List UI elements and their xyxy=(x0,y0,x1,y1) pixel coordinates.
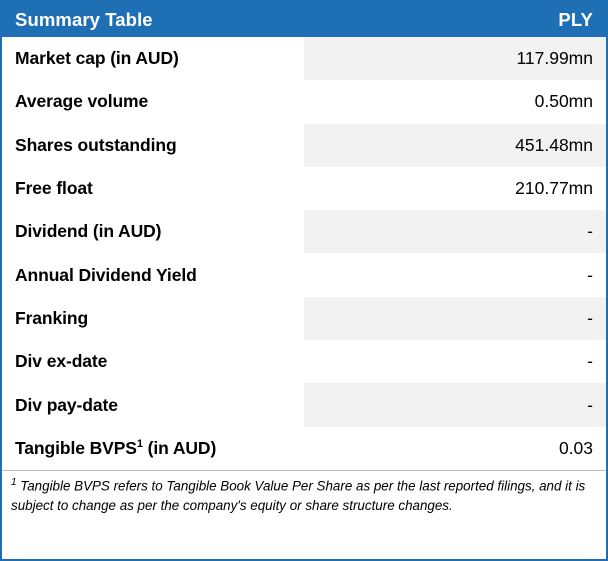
row-label-franking: Franking xyxy=(2,297,304,340)
row-label-shares-outstanding: Shares outstanding xyxy=(2,124,304,167)
footnote-text: Tangible BVPS refers to Tangible Book Value Per Share as per the last reported filings, and it is subject to change as per the company's equity or share structure changes. xyxy=(11,478,586,513)
row-label-average-volume: Average volume xyxy=(2,80,304,123)
table-row xyxy=(2,124,606,167)
row-value-tangible-bvps: 0.03 xyxy=(304,427,606,470)
row-value-div-pay-date: - xyxy=(304,383,606,426)
table-header-row xyxy=(2,2,606,37)
footnote-ref-icon: 1 xyxy=(136,437,143,450)
table-title: Summary Table xyxy=(15,8,153,30)
row-value-market-cap: 117.99mn xyxy=(304,37,606,80)
row-value-div-ex-date: - xyxy=(304,340,606,383)
summary-table xyxy=(2,2,606,470)
row-label-tangible-bvps-suffix: (in AUD) xyxy=(142,437,217,458)
row-value-average-volume: 0.50mn xyxy=(304,80,606,123)
table-row xyxy=(2,383,606,426)
table-row xyxy=(2,253,606,296)
row-value-shares-outstanding: 451.48mn xyxy=(304,124,606,167)
row-label-annual-dividend-yield: Annual Dividend Yield xyxy=(2,253,304,296)
table-row xyxy=(2,167,606,210)
row-label-div-ex-date: Div ex-date xyxy=(2,340,304,383)
row-label-market-cap: Market cap (in AUD) xyxy=(2,37,304,80)
row-label-tangible-bvps-text: Tangible BVPS xyxy=(15,437,137,458)
spacer xyxy=(2,515,606,559)
table-ticker: PLY xyxy=(558,8,593,30)
row-label-dividend: Dividend (in AUD) xyxy=(2,210,304,253)
row-label-tangible-bvps xyxy=(2,427,304,470)
table-row xyxy=(2,210,606,253)
row-value-dividend: - xyxy=(304,210,606,253)
row-value-free-float: 210.77mn xyxy=(304,167,606,210)
table-header xyxy=(2,2,606,37)
table-row xyxy=(2,297,606,340)
footnote-marker: 1 xyxy=(11,476,17,488)
footnote xyxy=(2,470,606,515)
row-value-annual-dividend-yield: - xyxy=(304,253,606,296)
row-value-franking: - xyxy=(304,297,606,340)
table-row xyxy=(2,37,606,80)
table-row xyxy=(2,340,606,383)
table-row xyxy=(2,80,606,123)
row-label-free-float: Free float xyxy=(2,167,304,210)
row-label-div-pay-date: Div pay-date xyxy=(2,383,304,426)
table-row xyxy=(2,427,606,470)
table-body xyxy=(2,37,606,470)
